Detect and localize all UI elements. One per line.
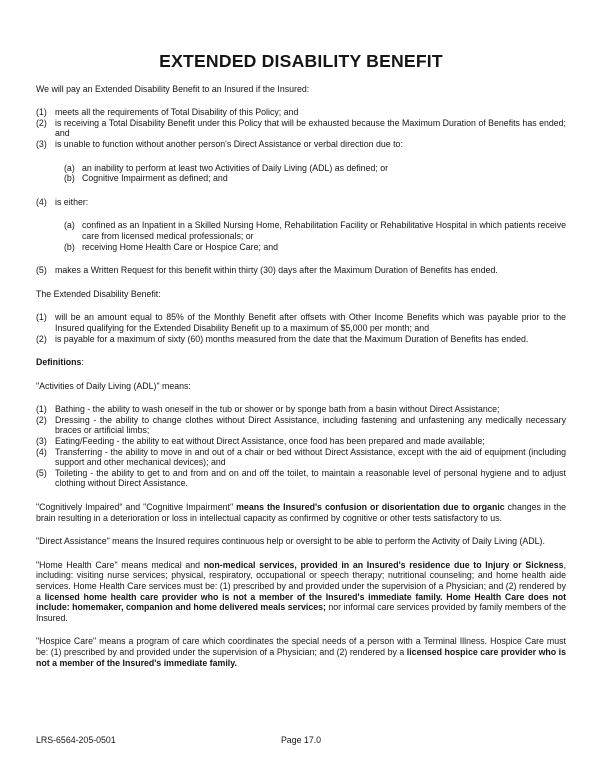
list-item-text: [55, 139, 403, 149]
text-run: an inability to perform at least two Activities of Daily Living (ADL) as defined; or: [82, 162, 389, 173]
text-run: is either:: [55, 196, 89, 207]
block-group: [36, 265, 566, 276]
text-run: Eating/Feeding - the ability to eat without Direct Assistance, once food has been prepared and made available;: [55, 436, 485, 447]
document-title: EXTENDED DISABILITY BENEFIT: [159, 51, 443, 71]
list-marker: (4): [36, 446, 47, 457]
list-marker: (2): [36, 117, 47, 128]
list-item-text: [55, 118, 566, 139]
list-item-text: [55, 415, 566, 436]
list-item: [64, 173, 566, 184]
block-group: [36, 220, 566, 252]
text-run: receiving Home Health Care or Hospice Care; and: [82, 241, 279, 252]
list-item: [36, 436, 566, 447]
text-run: "Activities of Daily Living (ADL)" means:: [36, 380, 191, 391]
text-run: will be an amount equal to 85% of the Monthly Benefit after offsets with Other Income Benefits which was payable prior to the Insured qualifying for the Extended Disability Benefit up to a maximum of $5,000 per month; and: [55, 312, 566, 333]
list-marker: (3): [36, 436, 47, 447]
list-item: [36, 118, 566, 139]
block-group: [36, 312, 566, 344]
text-run: makes a Written Request for this benefit within thirty (30) days after the Maximum Duration of Benefits has ended.: [55, 265, 498, 276]
text-run: , including: visiting nurse services; physical, respiratory, occupational or speech therapy; nutritional counseling; and home health aide services. Home Health Care services must be: (1) prescribed by and provided under the supervision of a Physician; and (2) rendered by a: [36, 559, 567, 602]
list-item: [36, 197, 566, 208]
document-body: [36, 51, 567, 681]
list-item-text: [55, 334, 528, 344]
bold-text-run: licensed hospice care provider who is not a member of the Insured's immediate family.: [36, 646, 567, 668]
list-item-text: [82, 220, 566, 241]
text-run: is payable for a maximum of sixty (60) months measured from the date that the Maximum Duration of Benefits has ended.: [55, 333, 529, 344]
paragraph: [36, 84, 566, 95]
text-run: changes in the brain resulting in a deterioration or loss in intellectual capacity as confirmed by cognitive or other tests satisfactory to us.: [36, 502, 566, 523]
form-number: LRS-6564-205-0501: [36, 735, 116, 745]
text-run: confined as an Inpatient in a Skilled Nursing Home, Rehabilitation Facility or Rehabilitative Hospital in which patients receive care from licensed medical professionals; or: [82, 220, 566, 241]
paragraph: [36, 502, 566, 523]
block-group: [36, 197, 566, 208]
list-marker: (b): [64, 241, 75, 252]
paragraph: [36, 560, 566, 624]
list-item: [36, 334, 566, 345]
text-run: Toileting - the ability to get to and from and on and off the toilet, to maintain a reasonable level of personal hygiene and to adjust clothing without Direct Assistance.: [55, 467, 566, 489]
block-group: [36, 84, 566, 95]
text-run: :: [81, 357, 84, 368]
text-run: We will pay an Extended Disability Benefit to an Insured if the Insured:: [36, 83, 310, 94]
block-group: [36, 536, 566, 547]
text-run: Transferring - the ability to move in and out of a chair or bed without Direct Assistance, except with the aid of equipment (including support and other mechanical devices); and: [55, 446, 566, 468]
block-group: [36, 357, 566, 368]
block-group: [36, 289, 566, 300]
block-group: [36, 560, 566, 624]
list-item-text: [82, 242, 278, 252]
list-marker: (3): [36, 138, 47, 149]
bold-text-run: licensed home health care provider who is not a member of the Insured's immediate family. Home Health Care does not include: homemaker, companion and home delivered meals services;: [36, 591, 566, 613]
list-item-text: [55, 312, 566, 333]
list-item: [64, 220, 566, 241]
list-item-text: [55, 436, 485, 446]
list-item-text: [55, 447, 566, 468]
list-marker: (2): [36, 333, 47, 344]
block-group: [36, 107, 566, 149]
list-item-text: [82, 163, 388, 173]
list-item-text: [55, 468, 566, 489]
list-item-text: [55, 404, 499, 414]
list-marker: (1): [36, 404, 47, 415]
list-item: [64, 242, 566, 253]
paragraph: [36, 636, 566, 668]
list-marker: (b): [64, 173, 75, 184]
list-item-text: [55, 197, 88, 207]
document-blocks: [36, 84, 566, 669]
list-item: [64, 163, 566, 174]
list-item: [36, 404, 566, 415]
block-group: [36, 636, 566, 668]
list-item-text: [55, 107, 298, 117]
text-run: "Direct Assistance" means the Insured requires continuous help or oversight to be able to perform the Activity of Daily Living (ADL).: [36, 536, 545, 547]
text-run: Cognitive Impairment as defined; and: [82, 173, 228, 184]
block-group: [36, 163, 566, 184]
page-number: Page 17.0: [280, 735, 322, 745]
text-run: "Hospice Care" means a program of care which coordinates the special needs of a person with a Terminal Illness. Hospice Care must be: (1) prescribed by and provided under the supervision of a Physician; and (2) rendered by a: [36, 636, 566, 657]
list-item-text: [82, 173, 228, 183]
list-marker: (5): [36, 467, 47, 478]
list-item: [36, 107, 566, 118]
bold-text-run: Definitions: [36, 357, 82, 368]
text-run: The Extended Disability Benefit:: [36, 288, 161, 299]
list-marker: (1): [36, 312, 47, 323]
paragraph: [36, 357, 566, 368]
text-run: Bathing - the ability to wash oneself in the tub or shower or by sponge bath from a basin without Direct Assistance;: [55, 404, 500, 415]
list-marker: (1): [36, 107, 47, 118]
list-item: [36, 468, 566, 489]
list-marker: (a): [64, 220, 75, 231]
block-group: [36, 502, 566, 523]
list-item: [36, 139, 566, 150]
paragraph: [36, 289, 566, 300]
list-item: [36, 415, 566, 436]
bold-text-run: non-medical services, provided in an Insured's residence due to Injury or Sickness: [203, 559, 564, 570]
list-marker: (a): [64, 162, 75, 173]
text-run: Dressing - the ability to change clothes without Direct Assistance, including fastening and unfastening any medically necessary braces or artificial limbs;: [55, 414, 566, 436]
list-item: [36, 447, 566, 468]
list-marker: (4): [36, 196, 47, 207]
text-run: is unable to function without another person's Direct Assistance or verbal direction due to:: [55, 138, 403, 149]
text-run: "Cognitively Impaired" and "Cognitive Impairment": [36, 502, 237, 513]
list-item: [36, 312, 566, 333]
paragraph: [36, 536, 566, 547]
list-marker: (5): [36, 265, 47, 276]
text-run: meets all the requirements of Total Disability of this Policy; and: [55, 107, 299, 118]
bold-text-run: means the Insured's confusion or disorientation due to organic: [236, 502, 505, 513]
list-item: [36, 265, 566, 276]
paragraph: [36, 381, 566, 392]
block-group: [36, 381, 566, 392]
text-run: nor informal care services provided by family members of the Insured.: [36, 602, 566, 623]
list-item-text: [55, 265, 498, 275]
text-run: is receiving a Total Disability Benefit under this Policy that will be exhausted because the Maximum Duration of Benefits has ended; and: [55, 117, 566, 139]
block-group: [36, 404, 566, 489]
text-run: "Home Health Care" means medical and: [36, 559, 204, 570]
page-footer: [36, 735, 566, 747]
list-marker: (2): [36, 414, 47, 425]
